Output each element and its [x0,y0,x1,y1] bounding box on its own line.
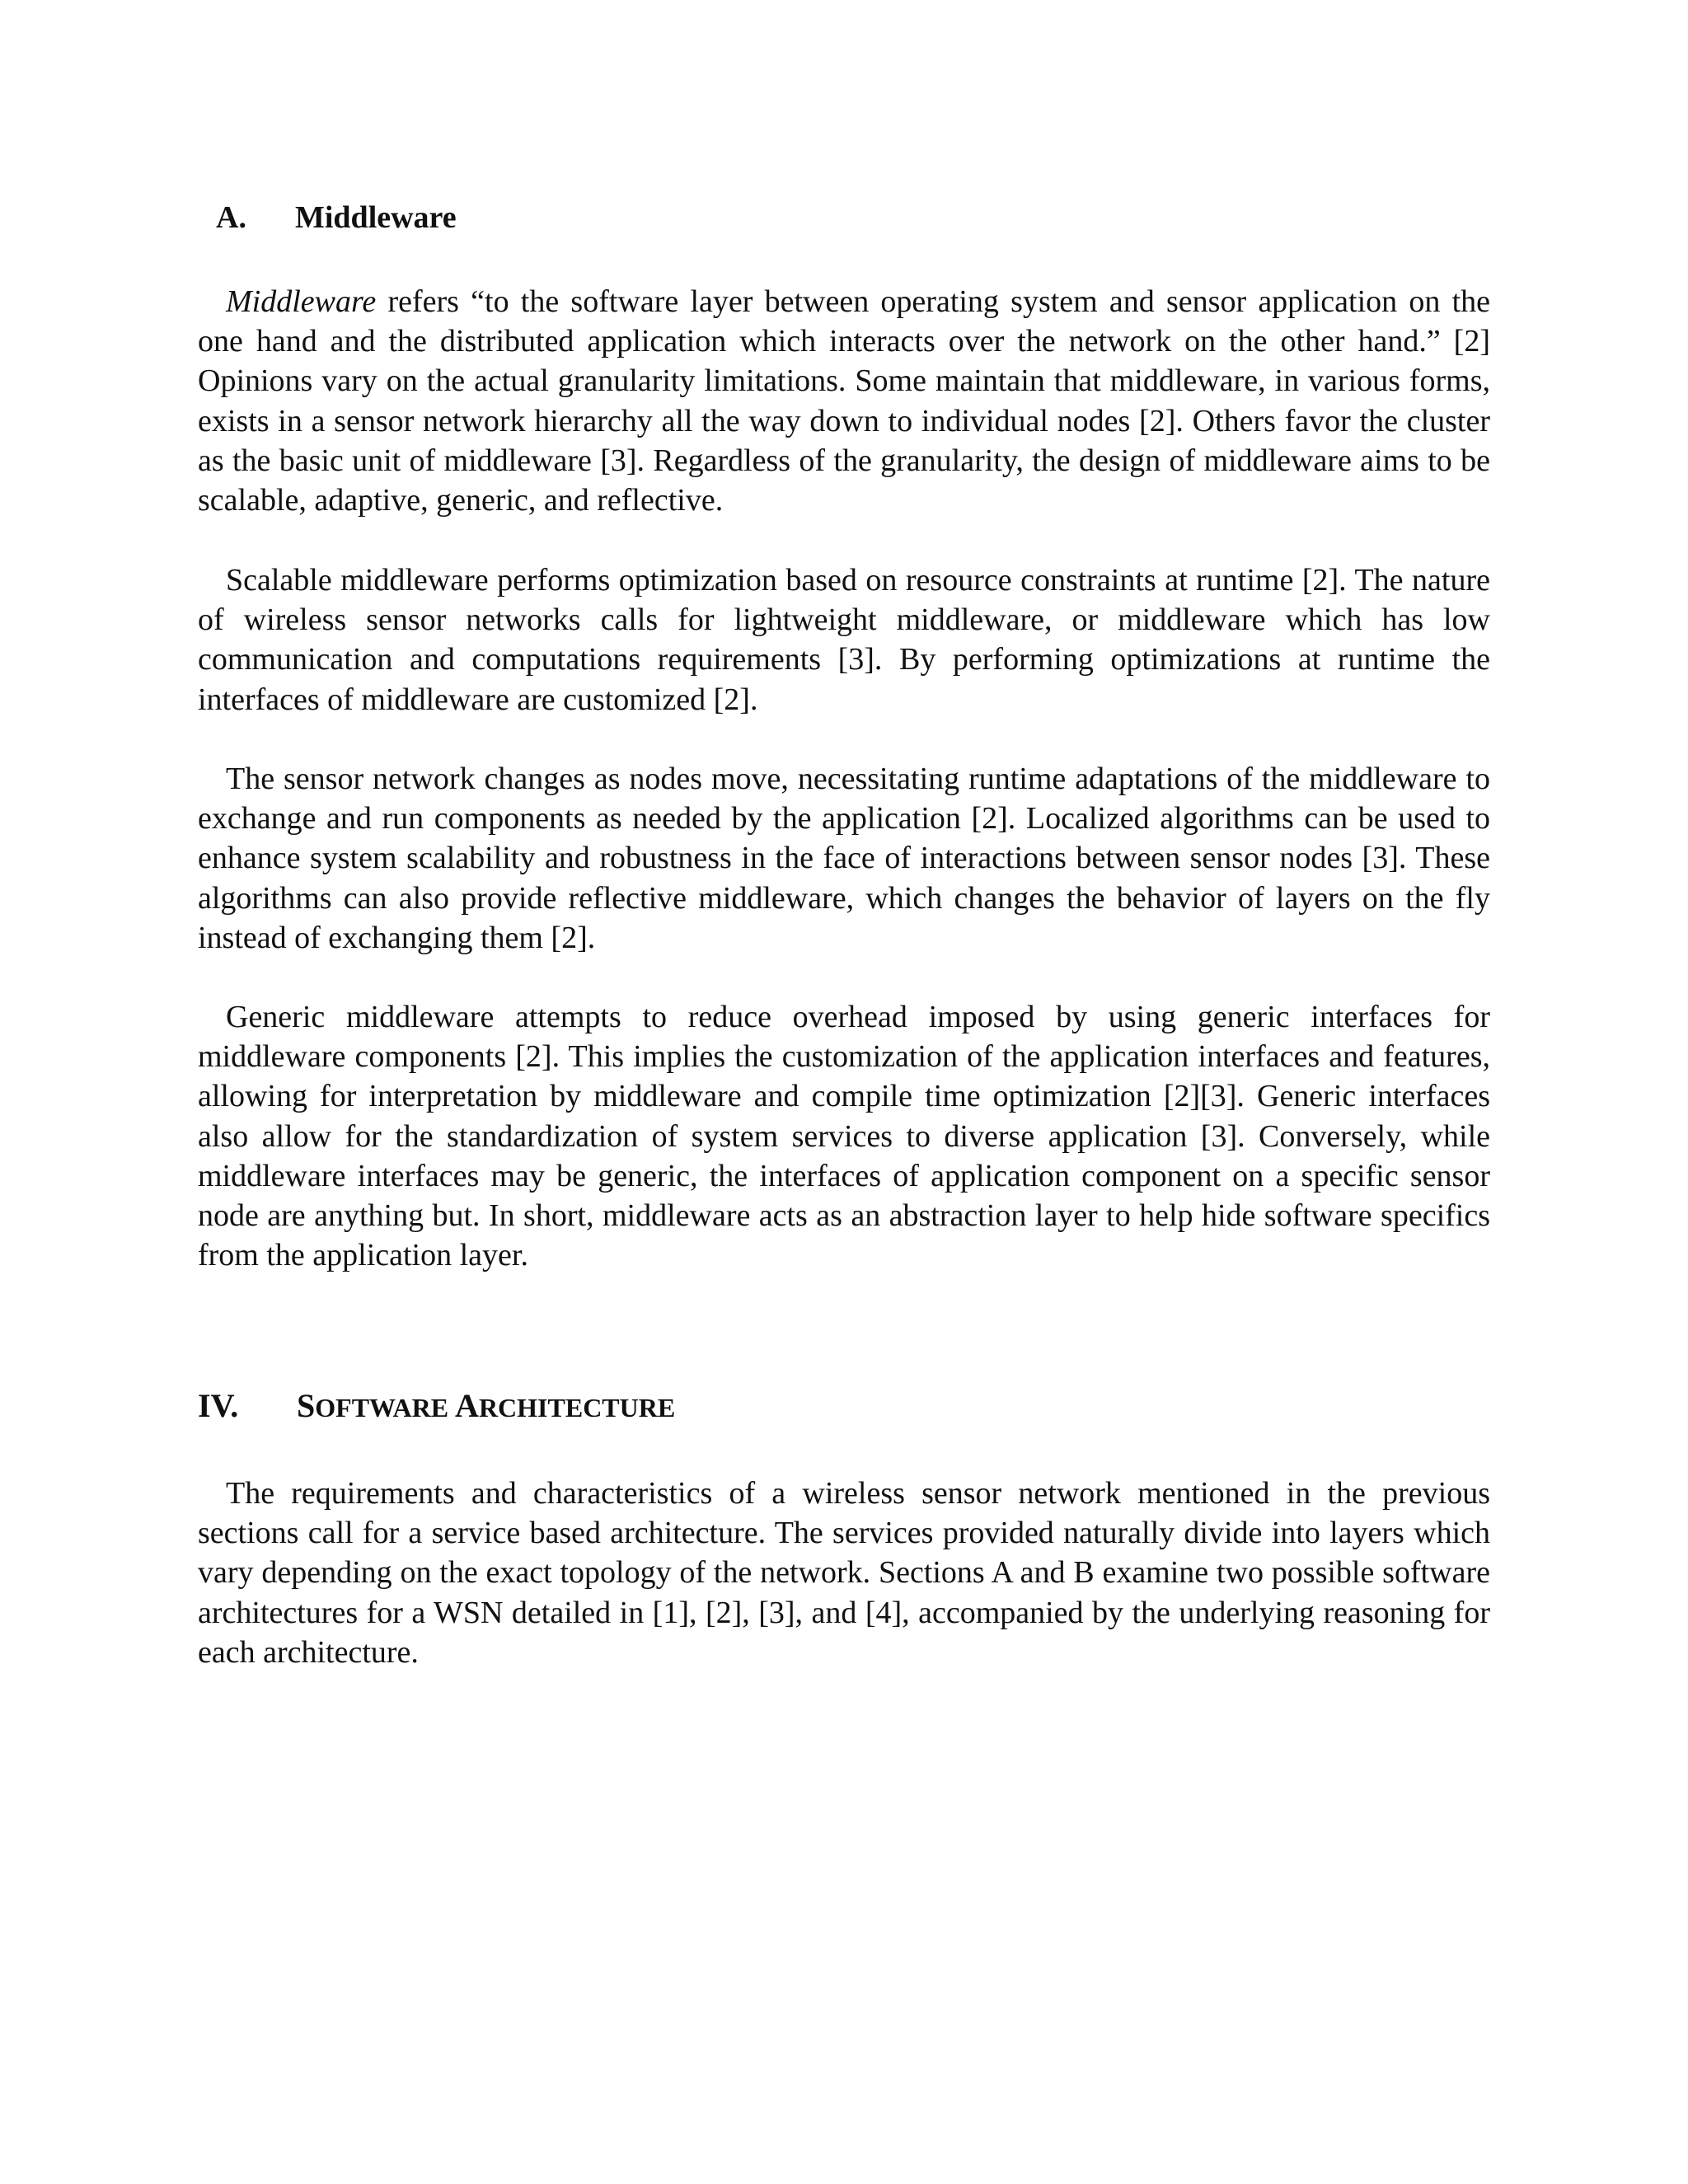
subsection-number: A. [216,200,246,235]
middleware-term: Middleware [226,284,377,319]
section-title-initial-1: S [297,1387,316,1424]
subsection-heading [216,198,457,237]
section-number: IV. [198,1387,239,1424]
subsection-title: Middleware [295,200,457,235]
paragraph-middleware-definition [198,282,1490,520]
section-heading [198,1386,675,1427]
paragraph-adaptive-middleware: The sensor network changes as nodes move, necessitating runtime adaptations of the middleware to exchange and run components as needed by the application [2]. Localized algorithms can be used to enhance system scalability and robustness in the face of interactions between sensor nodes [3]. These algorithms can also provide reflective middleware, which changes the behavior of layers on the fly instead of exchanging them [2]. [198,762,1490,955]
paragraph-generic-middleware: Generic middleware attempts to reduce overhead imposed by using generic interfaces for middleware components [2]. This implies the customization of the application interfaces and features, allowing for interpretation by middleware and compile time optimization [2][3]. Generic interfaces also allow for the standardization of system services to diverse application [3]. Conversely, while middleware interfaces may be generic, the interfaces of application component on a specific sensor node are anything but. In short, middleware acts as an abstraction layer to help hide software specifics from the application layer. [198,1000,1490,1273]
section-title-initial-2: A [455,1387,479,1424]
paragraph-scalable-middleware: Scalable middleware performs optimization based on resource constraints at runtime [2]. The nature of wireless sensor networks calls for lightweight middleware, or middleware which has low communication and computations requirements [3]. By performing optimizations at runtime the interfaces of middleware are customized [2]. [198,563,1490,717]
section-title-rest-1: OFTWARE [315,1393,456,1422]
paragraph-middleware-definition-text: refers “to the software layer between operating system and sensor application on the one hand and the distributed application which interacts over the network on the other hand.” [2] Opinions vary on the actual granularity limitations. Some maintain that middleware, in various forms, exists in a sensor network hierarchy all the way down to individual nodes [2]. Others favor the cluster as the basic unit of middleware [3]. Regardless of the granularity, the design of middleware aims to be scalable, adaptive, generic, and reflective. [198,284,1490,518]
section-title-rest-2: RCHITECTURE [478,1393,676,1422]
paragraph-software-architecture: The requirements and characteristics of a wireless sensor network mentioned in the previous sections call for a service based architecture. The services provided naturally divide into layers which vary depending on the exact topology of the network. Sections A and B examine two possible software architectures for a WSN detailed in [1], [2], [3], and [4], accompanied by the underlying reasoning for each architecture. [198,1476,1490,1670]
